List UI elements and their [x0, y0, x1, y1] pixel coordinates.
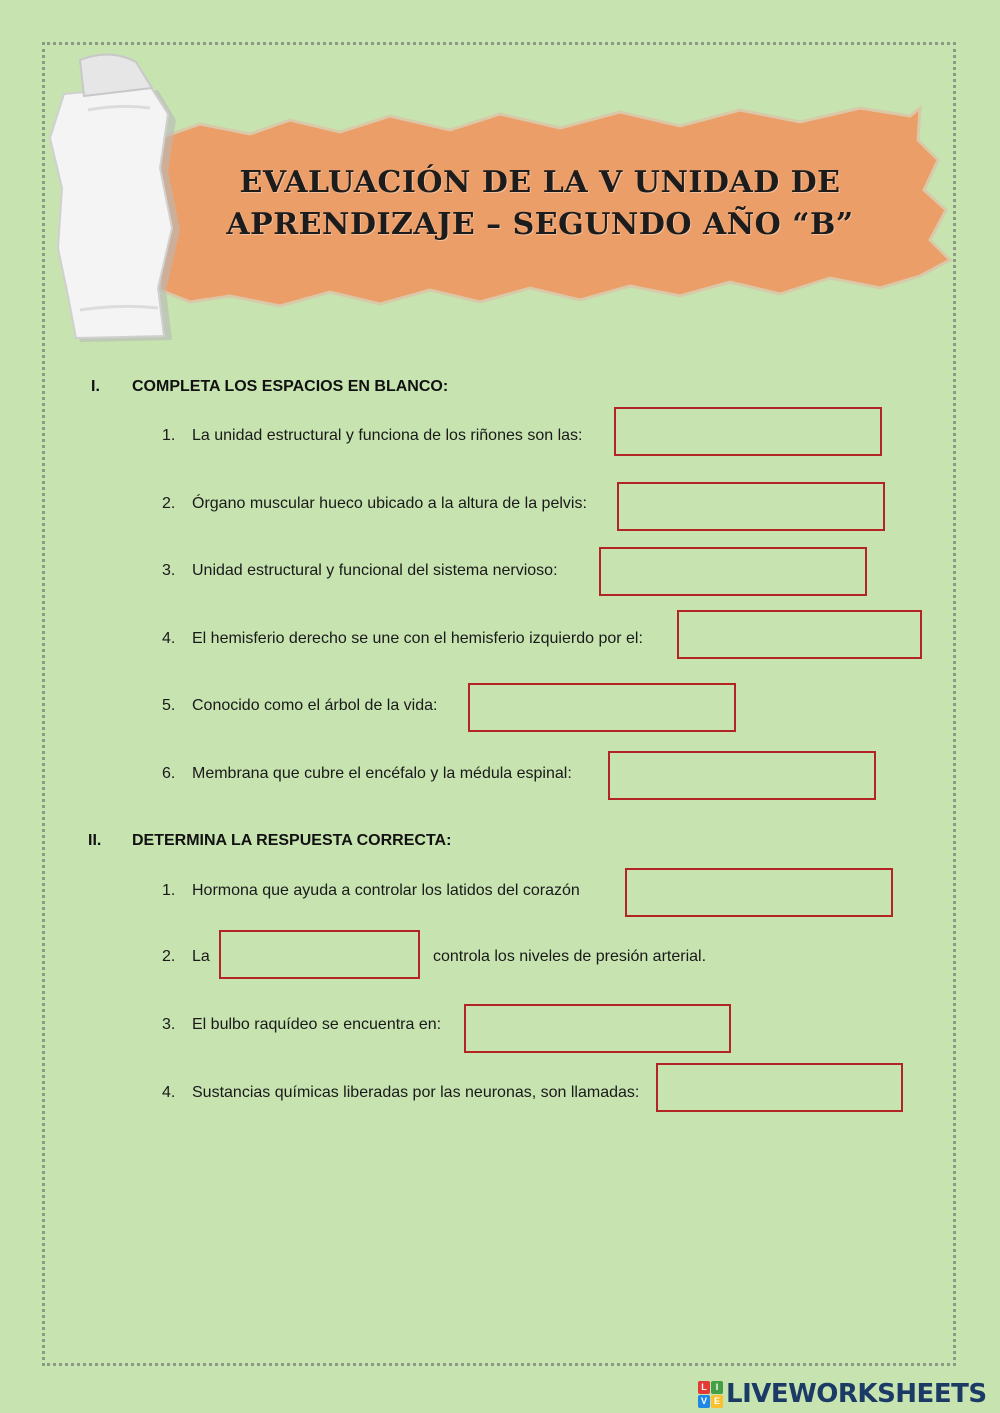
question-text: Membrana que cubre el encéfalo y la médula espinal:: [192, 765, 572, 782]
question-number: 2.: [162, 495, 176, 512]
question-text: La unidad estructural y funciona de los riñones son las:: [192, 427, 583, 444]
question-number: 3.: [162, 562, 176, 579]
badge-letter: V: [698, 1395, 710, 1408]
section-2-heading: DETERMINA LA RESPUESTA CORRECTA:: [132, 832, 452, 849]
scroll-curl: [80, 54, 152, 96]
section-1-number: I.: [91, 378, 100, 395]
answer-box-1-4[interactable]: [677, 610, 922, 659]
page-title: [190, 162, 890, 246]
answer-box-2-4[interactable]: [656, 1063, 903, 1112]
answer-box-2-1[interactable]: [625, 868, 893, 917]
title-line-1: EVALUACIÓN DE LA V UNIDAD DE: [239, 165, 841, 200]
question-number: 1.: [162, 882, 176, 899]
question-number: 4.: [162, 630, 176, 647]
question-number: 3.: [162, 1016, 176, 1033]
brand-name: LIVEWORKSHEETS: [726, 1379, 987, 1409]
liveworksheets-logo: [698, 1378, 987, 1410]
question-text-before: La: [192, 948, 210, 965]
question-number: 2.: [162, 948, 176, 965]
answer-box-2-3[interactable]: [464, 1004, 731, 1053]
answer-box-1-5[interactable]: [468, 683, 736, 732]
question-number: 1.: [162, 427, 176, 444]
question-text: Órgano muscular hueco ubicado a la altura de la pelvis:: [192, 495, 587, 512]
question-number: 5.: [162, 697, 176, 714]
live-badge-icon: [698, 1381, 723, 1408]
answer-box-2-2[interactable]: [219, 930, 420, 979]
question-text: El bulbo raquídeo se encuentra en:: [192, 1016, 442, 1033]
badge-letter: E: [711, 1395, 723, 1408]
badge-letter: L: [698, 1381, 710, 1394]
answer-box-1-1[interactable]: [614, 407, 882, 456]
question-text: Unidad estructural y funcional del sistema nervioso:: [192, 562, 558, 579]
answer-box-1-2[interactable]: [617, 482, 885, 531]
title-line-2: APRENDIZAJE – SEGUNDO AÑO “B”: [226, 207, 854, 242]
question-number: 4.: [162, 1084, 176, 1101]
question-text: Conocido como el árbol de la vida:: [192, 697, 438, 714]
section-1-heading: COMPLETA LOS ESPACIOS EN BLANCO:: [132, 378, 449, 395]
question-text: El hemisferio derecho se une con el hemisferio izquierdo por el:: [192, 630, 643, 647]
section-2-number: II.: [88, 832, 102, 849]
question-number: 6.: [162, 765, 176, 782]
question-text: Hormona que ayuda a controlar los latidos del corazón: [192, 882, 580, 899]
answer-box-1-3[interactable]: [599, 547, 867, 596]
question-text: Sustancias químicas liberadas por las neuronas, son llamadas:: [192, 1084, 640, 1101]
badge-letter: I: [711, 1381, 723, 1394]
scroll-roll: [50, 86, 172, 338]
answer-box-1-6[interactable]: [608, 751, 876, 800]
question-text-after: controla los niveles de presión arterial.: [433, 948, 707, 965]
